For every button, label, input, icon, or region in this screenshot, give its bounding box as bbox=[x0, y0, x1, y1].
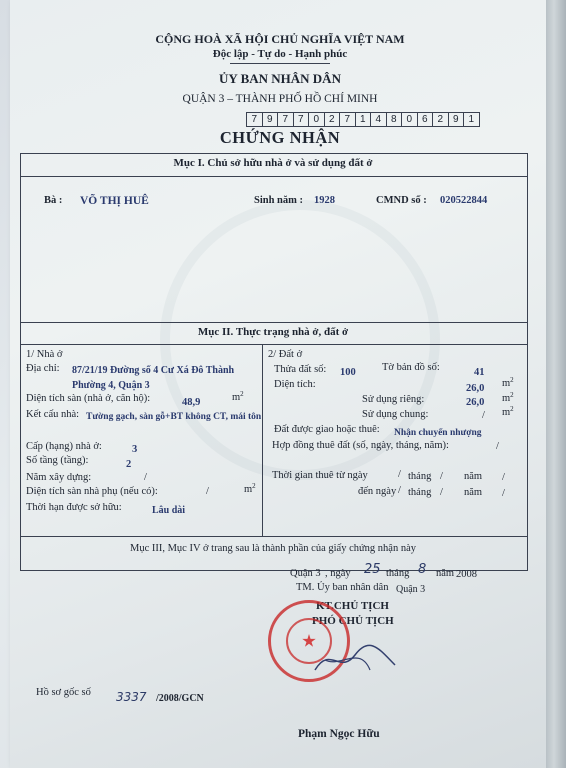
aux-area-unit: $m^2$ bbox=[244, 482, 256, 495]
serial-digit: 0 bbox=[402, 113, 418, 126]
motto: Độc lập - Tự do - Hạnh phúc bbox=[212, 48, 348, 60]
allocation-type: Nhận chuyển nhượng bbox=[394, 428, 482, 438]
authority-heading: ỦY BAN NHÂN DÂN bbox=[219, 71, 341, 86]
private-use-unit: $m^2$ bbox=[502, 391, 514, 404]
year-label: năm bbox=[464, 471, 483, 482]
lease-time-label: Thời gian thuê từ ngày bbox=[272, 470, 368, 481]
private-use: 26,0 bbox=[466, 397, 485, 408]
term-label: Thời hạn được sở hữu: bbox=[26, 502, 122, 513]
house-title: 1/ Nhà ở bbox=[26, 349, 63, 360]
land-area-unit: $m^2$ bbox=[502, 376, 514, 389]
serial-digit: 1 bbox=[356, 113, 372, 126]
lease-to-month: / bbox=[440, 487, 443, 498]
floors-label: Số tầng (tầng): bbox=[26, 455, 89, 466]
district-heading: QUẬN 3 – THÀNH PHỐ HỒ CHÍ MINH bbox=[182, 93, 378, 105]
aux-area-label: Diện tích sàn nhà phụ (nếu có): bbox=[26, 486, 158, 497]
month-label-2: tháng bbox=[408, 487, 432, 498]
shared-use-unit: $m^2$ bbox=[502, 405, 514, 418]
birth-year: 1928 bbox=[314, 195, 335, 206]
floor-area-label: Diện tích sàn (nhà ở, căn hộ): bbox=[26, 393, 151, 404]
serial-number bbox=[246, 112, 480, 127]
structure-label: Kết cấu nhà: bbox=[26, 409, 80, 420]
until-label: đến ngày bbox=[358, 486, 397, 497]
serial-digit: 6 bbox=[418, 113, 434, 126]
lease-from-year: / bbox=[502, 472, 505, 483]
serial-digit: 1 bbox=[468, 114, 475, 125]
map-number: 41 bbox=[474, 367, 485, 378]
grade: 3 bbox=[132, 444, 138, 455]
address-line2: Phường 4, Quận 3 bbox=[72, 380, 150, 391]
role-vice-chair: PHÓ CHỦ TỊCH bbox=[312, 615, 394, 627]
land-title: 2/ Đất ở bbox=[268, 349, 303, 360]
lease-contract-label: Hợp đồng thuê đất (số, ngày, tháng, năm): bbox=[272, 440, 449, 451]
serial-digit: 7 bbox=[340, 113, 356, 126]
sign-day: 25 bbox=[364, 562, 381, 577]
allocation-label: Đất được giao hoặc thuê: bbox=[274, 424, 380, 435]
file-number-label: Hồ sơ gốc số bbox=[36, 687, 91, 698]
role-deputy: KT.CHỦ TỊCH bbox=[316, 600, 389, 612]
sign-month-label: tháng bbox=[386, 568, 410, 579]
lease-to-year: / bbox=[502, 488, 505, 499]
serial-digit: 2 bbox=[433, 113, 449, 126]
org-prefix: TM. Ủy ban nhân dân bbox=[296, 582, 389, 593]
aux-area: / bbox=[206, 486, 209, 497]
paper-edge bbox=[546, 0, 566, 768]
lease-from-month: / bbox=[440, 471, 443, 482]
signature-scribble bbox=[310, 640, 400, 680]
map-label: Tờ bản đồ số: bbox=[382, 362, 440, 373]
sign-month: 8 bbox=[418, 562, 427, 577]
parcel-number: 100 bbox=[340, 367, 356, 378]
owner-label: Bà : bbox=[44, 195, 63, 206]
sign-year-label: năm bbox=[436, 568, 455, 579]
signing-place: Quận 3 bbox=[290, 568, 321, 579]
serial-digit: 2 bbox=[325, 113, 341, 126]
month-label: tháng bbox=[408, 471, 432, 482]
section1-heading: Mục I. Chủ sở hữu nhà ở và sử dụng đất ở bbox=[173, 157, 373, 169]
year-built-label: Năm xây dựng: bbox=[26, 472, 92, 483]
floor-area-unit: $m^2$ bbox=[232, 390, 244, 403]
lease-to-day: / bbox=[398, 485, 401, 496]
floors: 2 bbox=[126, 459, 132, 470]
country-heading: CỘNG HOÀ XÃ HỘI CHỦ NGHĨA VIỆT NAM bbox=[155, 32, 405, 46]
id-number: 020522844 bbox=[440, 195, 488, 206]
structure: Tường gạch, sàn gỗ+BT không CT, mái tôn bbox=[86, 412, 262, 422]
parcel-label: Thửa đất số: bbox=[274, 364, 327, 375]
land-area-label: Diện tích: bbox=[274, 379, 316, 390]
year-built: / bbox=[144, 472, 147, 483]
serial-digit: 4 bbox=[371, 113, 387, 126]
land-area: 26,0 bbox=[466, 383, 485, 394]
file-number: 3337 bbox=[116, 690, 147, 704]
year-label-2: năm bbox=[464, 487, 483, 498]
day-label: , ngày bbox=[325, 568, 351, 579]
certificate-title: CHỨNG NHẬN bbox=[219, 128, 341, 147]
shared-use: / bbox=[482, 410, 485, 421]
file-suffix: /2008/GCN bbox=[156, 693, 204, 704]
address-label: Địa chỉ: bbox=[26, 363, 60, 374]
org-suffix: Quận 3 bbox=[396, 584, 426, 595]
shared-use-label: Sử dụng chung: bbox=[362, 409, 429, 420]
section2-heading: Mục II. Thực trạng nhà ở, đất ở bbox=[197, 326, 349, 338]
serial-digit: 8 bbox=[387, 113, 403, 126]
serial-digit: 9 bbox=[449, 113, 465, 126]
signer-name: Phạm Ngọc Hữu bbox=[298, 728, 380, 740]
sign-year: 2008 bbox=[456, 569, 477, 580]
serial-digit: 7 bbox=[278, 113, 294, 126]
id-label: CMND số : bbox=[376, 195, 427, 206]
owner-name: VÕ THỊ HUÊ bbox=[80, 195, 149, 207]
private-use-label: Sử dụng riêng: bbox=[362, 394, 425, 405]
serial-digit: 7 bbox=[247, 113, 263, 126]
ownership-term: Lâu dài bbox=[152, 505, 186, 516]
serial-digit: 7 bbox=[294, 113, 310, 126]
certificate-page bbox=[10, 0, 550, 768]
footer-note: Mục III, Mục IV ở trang sau là thành phần của giấy chứng nhận này bbox=[129, 543, 416, 554]
birth-label: Sinh năm : bbox=[254, 195, 304, 206]
address-line1: 87/21/19 Đường số 4 Cư Xá Đô Thành bbox=[72, 365, 235, 376]
lease-from-day: / bbox=[398, 469, 401, 480]
lease-contract: / bbox=[496, 441, 499, 452]
serial-digit: 9 bbox=[263, 113, 279, 126]
grade-label: Cấp (hạng) nhà ở: bbox=[26, 441, 102, 452]
floor-area: 48,9 bbox=[182, 397, 201, 408]
serial-digit: 0 bbox=[309, 113, 325, 126]
